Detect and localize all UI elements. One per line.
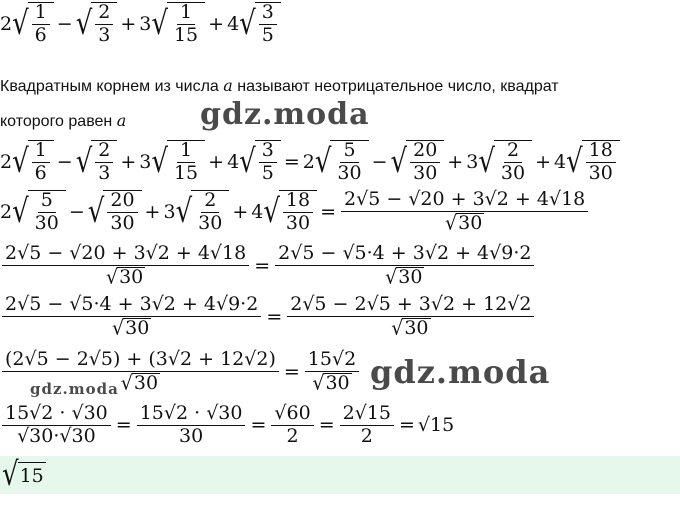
definition-line-2: которого равен a: [0, 111, 127, 130]
denominator: 3: [98, 23, 111, 46]
answer-box: √ 15: [0, 456, 680, 494]
watermark-logo: gdz.moda: [370, 353, 551, 391]
variable-a: a: [116, 111, 127, 130]
coefficient: 4: [227, 12, 240, 35]
numerator: 2: [95, 3, 113, 25]
numerator: 1: [32, 3, 50, 25]
problem-expression: 2 √ $\frac{1}{6}$ − √ $\frac{2}{3}$ + 3 √ $\frac{1}{15}$ + 4 √ $\frac{3}{5}$: [0, 2, 281, 46]
coefficient: 3: [139, 12, 152, 35]
result: √15: [417, 414, 455, 437]
numerator: 3: [259, 3, 277, 25]
numerator: 1: [177, 3, 195, 25]
coefficient: 2: [0, 12, 13, 35]
watermark-logo: gdz.moda: [200, 97, 370, 132]
step-6: $\frac{15√2 \cdot √30}{√30\cdot√30}$ = $\frac{15√2 \cdot √30}{30}$ = $\frac{√60}{2}$ = $\frac{2√15}{2}$ = √15: [0, 404, 454, 447]
step-1: 2 √ $\frac{1}{6}$ − √ $\frac{2}{3}$ + 3 √ $\frac{1}{15}$ + 4 √ $\frac{3}{5}$ = 2 √ $\frac{5}{30}$ − √ $\frac{20}{30}$ + 3 √ $\frac{2}{30}$ + 4 √ $\frac{18}{30}$: [0, 140, 620, 184]
definition-line-1: Квадратным корнем из числа a называют неотрицательное число, квадрат: [0, 76, 559, 95]
denominator: 5: [261, 23, 274, 46]
denominator: 15: [173, 23, 199, 46]
watermark-logo: gdz.moda: [30, 380, 119, 398]
step-5: (2√5 − 2√5) + (3√2 + 12√2) √ 30 = 15√2 √ 30: [0, 350, 361, 394]
variable-a: a: [223, 76, 233, 95]
step-2: 2 √ $\frac{5}{30}$ − √ $\frac{20}{30}$ + 3 √ $\frac{2}{30}$ + 4 √ $\frac{18}{30}$ = 2√5 − √20 + 3√2 + 4√18 √ 30: [0, 190, 590, 234]
denominator: 6: [34, 23, 47, 46]
step-4: 2√5 − √5·4 + 3√2 + 4√9·2 √ 30 = 2√5 − 2√5 + 3√2 + 12√2 √ 30: [0, 295, 536, 339]
step-3: 2√5 − √20 + 3√2 + 4√18 √ 30 = 2√5 − √5·4 + 3√2 + 4√9·2 √ 30: [0, 244, 536, 288]
answer-value: 15: [18, 462, 46, 488]
